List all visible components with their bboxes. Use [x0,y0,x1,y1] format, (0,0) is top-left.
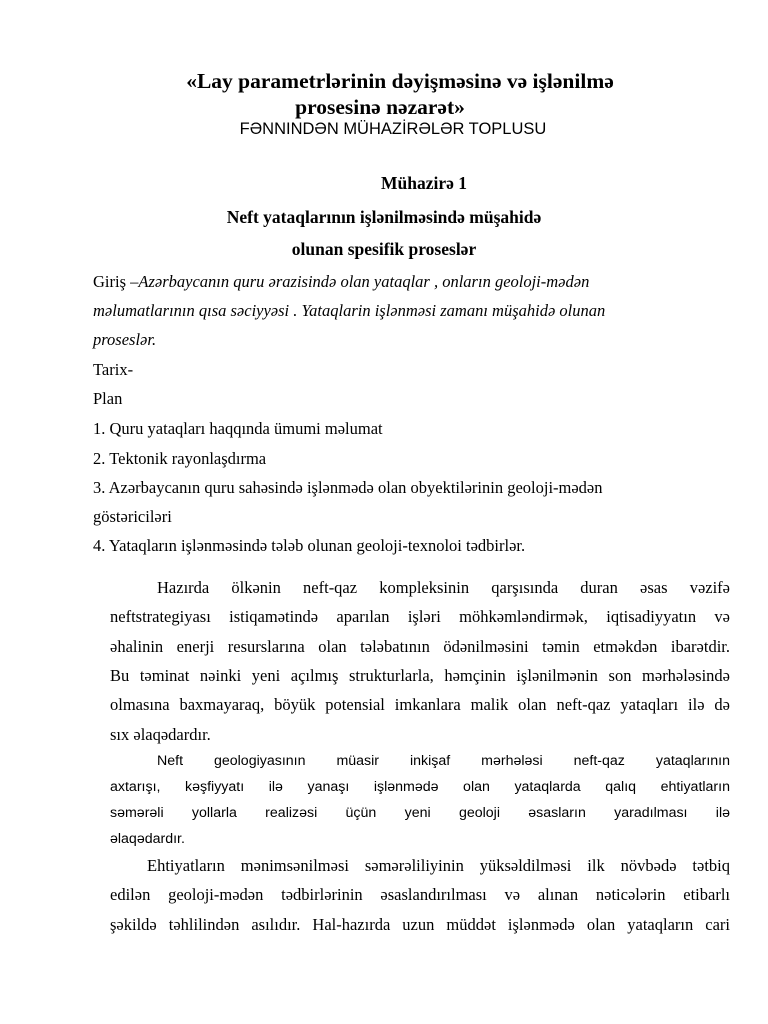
para1-line: olmasına baxmayaraq, böyük potensial imkanlara malik olan neft-qaz yataqları ilə də [110,695,730,714]
doc-subtitle: FƏNNINDƏN MÜHAZİRƏLƏR TOPLUSU [239,120,547,138]
intro-prefix: Giriş – [93,272,139,291]
intro-line3 [93,330,156,350]
para3-line: edilən geoloji-mədən tədbirlərinin əsaslandırılması və alınan nəticələrin etibarlı [110,885,730,904]
intro-text-3: proseslər. [93,330,157,349]
para1-line: neftstrategiyası istiqamətində aparılan işləri möhkəmləndirmək, iqtisadiyyatın və [110,607,730,626]
plan-item: 4. Yataqların işlənməsində tələb olunan geoloji-texnoloi tədbirlər. [93,536,526,555]
para1-line: əhalinin enerji resurslarına olan tələbatının ödənilməsini təmin etməkdən ibarətdir. [110,637,730,656]
para3-line: Ehtiyatların mənimsənilməsi səmərəliliyinin yüksəldilməsi ilk növbədə tətbiq [147,856,730,875]
lecture-heading-line2: olunan spesifik proseslər [291,239,477,259]
plan-item-continued: göstəriciləri [93,507,172,526]
para2-line: axtarışı, kəşfiyyatı ilə yanaşı işlənmədə olan yataqlarda qalıq ehtiyatların [110,779,730,795]
para3-line: şəkildə təhlilindən asılıdır. Hal-hazırda uzun müddət işlənmədə olan yataqların cari [110,915,730,934]
doc-title-line2: prosesinə nəzarət» [295,95,465,119]
para2-line: Neft geologiyasının müasir inkişaf mərhələsi neft-qaz yataqlarının [157,753,730,769]
intro-text-1: Azərbaycanın quru ərazisində olan yataqlar , onların geoloji-mədən [138,272,590,291]
para1-line: Hazırda ölkənin neft-qaz kompleksinin qarşısında duran əsas vəzifə [157,578,730,597]
plan-label: Plan [93,389,123,408]
plan-item: 2. Tektonik rayonlaşdırma [93,449,267,468]
para2-line: səmərəli yollarla realizəsi üçün yeni geoloji əsasların yaradılması ilə [110,805,730,821]
doc-title-line1: «Lay parametrlərinin dəyişməsinə və işlənilmə [186,69,614,93]
date-label: Tarix- [93,360,134,379]
para2-line: əlaqədardır. [110,831,185,847]
plan-item: 1. Quru yataqları haqqında ümumi məlumat [93,419,383,438]
plan-item: 3. Azərbaycanın quru sahəsində işlənmədə olan obyektilərinin geoloji-mədən [93,478,603,497]
intro-line1 [93,272,589,292]
para1-line: Bu təminat nəinki yeni açılmış strukturlarla, həmçinin işlənilmənin son mərhələsində [110,666,730,685]
intro-text-2: məlumatlarının qısa səciyyəsi . Yataqlarin işlənməsi zamanı müşahidə olunan [93,301,606,320]
para1-line: sıx əlaqədardır. [110,725,211,744]
intro-line2 [93,301,605,321]
lecture-number: Mühazirə 1 [380,173,468,193]
lecture-heading-line1: Neft yataqlarının işlənilməsində müşahidə [226,207,542,227]
